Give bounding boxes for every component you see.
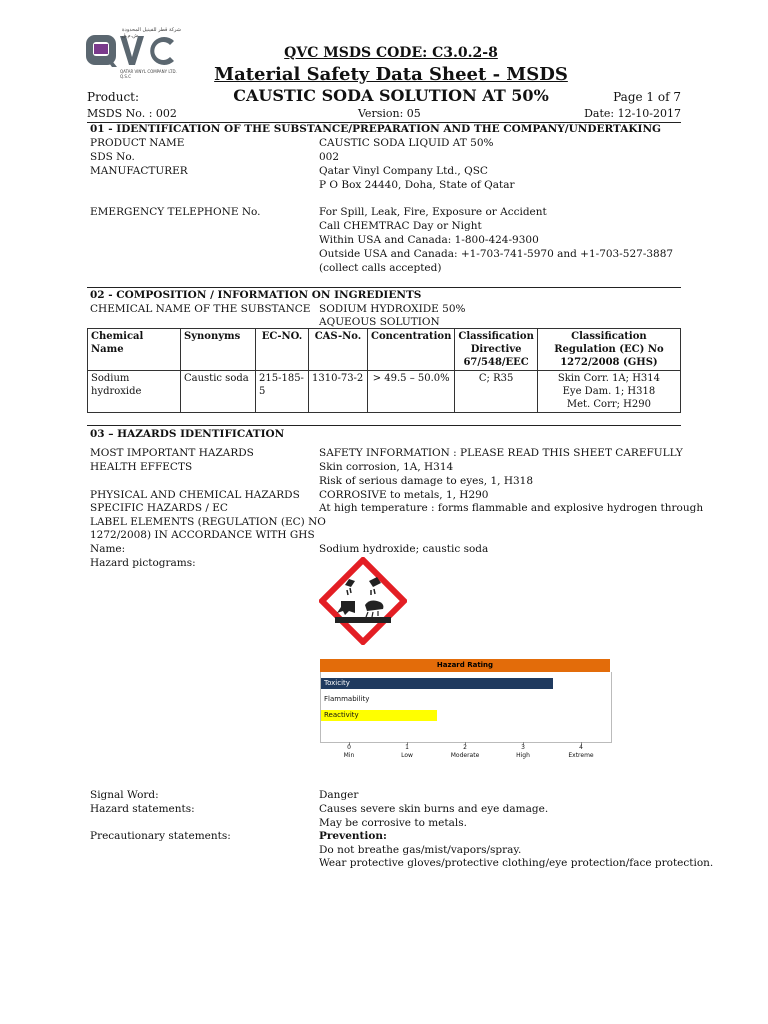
- section-2-heading: 02 - COMPOSITION / INFORMATION ON INGREDIENTS: [90, 289, 422, 301]
- table-row: [88, 371, 681, 413]
- name-label: Name:: [90, 543, 126, 555]
- specific-hazards-label: SPECIFIC HAZARDS / EC: [90, 502, 228, 514]
- most-important-value: SAFETY INFORMATION : PLEASE READ THIS SHEET CAREFULLY: [319, 447, 683, 459]
- physical-hazards-value: CORROSIVE to metals, 1, H290: [319, 489, 489, 501]
- specific-hazards-value: At high temperature : forms flammable and explosive hydrogen through: [319, 502, 704, 514]
- column-header: CAS-No.: [309, 329, 368, 371]
- chart-category-label: Toxicity: [324, 679, 350, 687]
- hazard-statement: May be corrosive to metals.: [319, 817, 467, 829]
- composition-table: [87, 328, 681, 413]
- chemical-name-value-cont: AQUEOUS SOLUTION: [319, 316, 440, 328]
- column-header: EC-NO.: [256, 329, 309, 371]
- column-header: Classification Directive 67/548/EEC: [455, 329, 538, 371]
- table-header-row: [88, 329, 681, 371]
- emergency-line: Outside USA and Canada: +1-703-741-5970 and +1-703-527-3887: [319, 248, 674, 260]
- logo-subtext: QATAR VINYL COMPANY LTD. Q.S.C: [120, 69, 177, 79]
- page-number: Page 1 of 7: [613, 90, 681, 104]
- table-cell: C; R35: [455, 371, 538, 413]
- manufacturer-address: P O Box 24440, Doha, State of Qatar: [319, 179, 515, 191]
- chart-tick-text: Extreme: [568, 752, 594, 759]
- prevention-statement: Wear protective gloves/protective clothing/eye protection/face protection.: [319, 857, 714, 869]
- emergency-line: Within USA and Canada: 1-800-424-9300: [319, 234, 539, 246]
- chart-tick-label: 2: [463, 744, 467, 751]
- physical-hazards-label: PHYSICAL AND CHEMICAL HAZARDS: [90, 489, 300, 501]
- product-name-value: CAUSTIC SODA LIQUID AT 50%: [319, 137, 494, 149]
- sds-value: 002: [319, 151, 340, 163]
- prevention-statement: Do not breathe gas/mist/vapors/spray.: [319, 844, 522, 856]
- manufacturer-label: MANUFACTURER: [90, 165, 188, 177]
- precautionary-statements-label: Precautionary statements:: [90, 830, 231, 842]
- chart-tick-text: High: [516, 752, 530, 759]
- divider: [87, 425, 681, 426]
- prevention-label: Prevention:: [319, 830, 387, 842]
- chart-category-label: Flammability: [324, 695, 370, 703]
- signal-word-label: Signal Word:: [90, 789, 159, 801]
- product-name: CAUSTIC SODA SOLUTION AT 50%: [233, 86, 549, 105]
- most-important-label: MOST IMPORTANT HAZARDS: [90, 447, 254, 459]
- column-header: Chemical Name: [88, 329, 181, 371]
- health-effects-value: Skin corrosion, 1A, H314: [319, 461, 454, 473]
- msds-number: MSDS No. : 002: [87, 107, 177, 120]
- date: Date: 12-10-2017: [584, 107, 681, 120]
- chart-title: Hazard Rating: [320, 659, 610, 672]
- divider: [87, 287, 681, 288]
- chart-bar: [321, 678, 553, 689]
- ghs-class: Skin Corr. 1A; H314: [557, 373, 661, 384]
- table-cell: 215-185-5: [256, 371, 309, 413]
- hazard-statements-label: Hazard statements:: [90, 803, 195, 815]
- product-label: Product:: [87, 90, 140, 104]
- table-cell: > 49.5 – 50.0%: [368, 371, 455, 413]
- chart-tick-label: 3: [521, 744, 525, 751]
- sds-label: SDS No.: [90, 151, 135, 163]
- health-effects-label: HEALTH EFFECTS: [90, 461, 193, 473]
- section-1-heading: 01 - IDENTIFICATION OF THE SUBSTANCE/PREPARATION AND THE COMPANY/UNDERTAKING: [90, 123, 662, 135]
- logo-arabic-text: شركة قطر للفينيل المحدودة ش.م.ق: [122, 27, 181, 39]
- chart-tick-label: 0: [347, 744, 351, 751]
- table-cell: Sodium hydroxide: [88, 371, 181, 413]
- page-title: Material Safety Data Sheet - MSDS: [214, 64, 568, 85]
- ghs-class: Eye Dam. 1; H318: [562, 386, 656, 397]
- corrosion-pictogram-icon: [319, 557, 407, 645]
- hazard-rating-chart: [318, 656, 618, 766]
- chart-tick-text: Moderate: [450, 752, 480, 759]
- section-3-heading: 03 – HAZARDS IDENTIFICATION: [90, 428, 285, 440]
- column-header: Classification Regulation (EC) No 1272/2008 (GHS): [537, 329, 680, 371]
- chart-category-label: Reactivity: [324, 711, 359, 719]
- label-elements-label-cont: 1272/2008) IN ACCORDANCE WITH GHS: [90, 529, 315, 541]
- table-cell: 1310-73-2: [309, 371, 368, 413]
- hazard-pictograms-label: Hazard pictograms:: [90, 557, 196, 569]
- ghs-class: Met. Corr; H290: [566, 399, 651, 410]
- column-header: Concentration: [368, 329, 455, 371]
- chart-tick-text: Low: [401, 752, 413, 759]
- product-name-label: PRODUCT NAME: [90, 137, 185, 149]
- version: Version: 05: [358, 107, 421, 120]
- emergency-label: EMERGENCY TELEPHONE No.: [90, 206, 261, 218]
- hazard-statement: Causes severe skin burns and eye damage.: [319, 803, 549, 815]
- manufacturer-name: Qatar Vinyl Company Ltd., QSC: [319, 165, 488, 177]
- emergency-line: (collect calls accepted): [319, 262, 442, 274]
- chemical-name-label: CHEMICAL NAME OF THE SUBSTANCE: [90, 303, 311, 315]
- health-effects-value: Risk of serious damage to eyes, 1, H318: [319, 475, 534, 487]
- chart-tick-label: 4: [579, 744, 583, 751]
- chart-tick-label: 1: [405, 744, 409, 751]
- chemical-name-value: SODIUM HYDROXIDE 50%: [319, 303, 466, 315]
- signal-word-value: Danger: [319, 789, 359, 801]
- emergency-line: For Spill, Leak, Fire, Exposure or Accident: [319, 206, 547, 218]
- chart-plot-area: [320, 672, 612, 743]
- name-value: Sodium hydroxide; caustic soda: [319, 543, 489, 555]
- column-header: Synonyms: [181, 329, 256, 371]
- label-elements-label: LABEL ELEMENTS (REGULATION (EC) NO: [90, 516, 326, 528]
- chart-tick-text: Min: [343, 752, 355, 759]
- table-cell: Caustic soda: [181, 371, 256, 413]
- msds-code: QVC MSDS CODE: C3.0.2-8: [284, 45, 498, 61]
- emergency-line: Call CHEMTRAC Day or Night: [319, 220, 482, 232]
- table-cell: [537, 371, 680, 413]
